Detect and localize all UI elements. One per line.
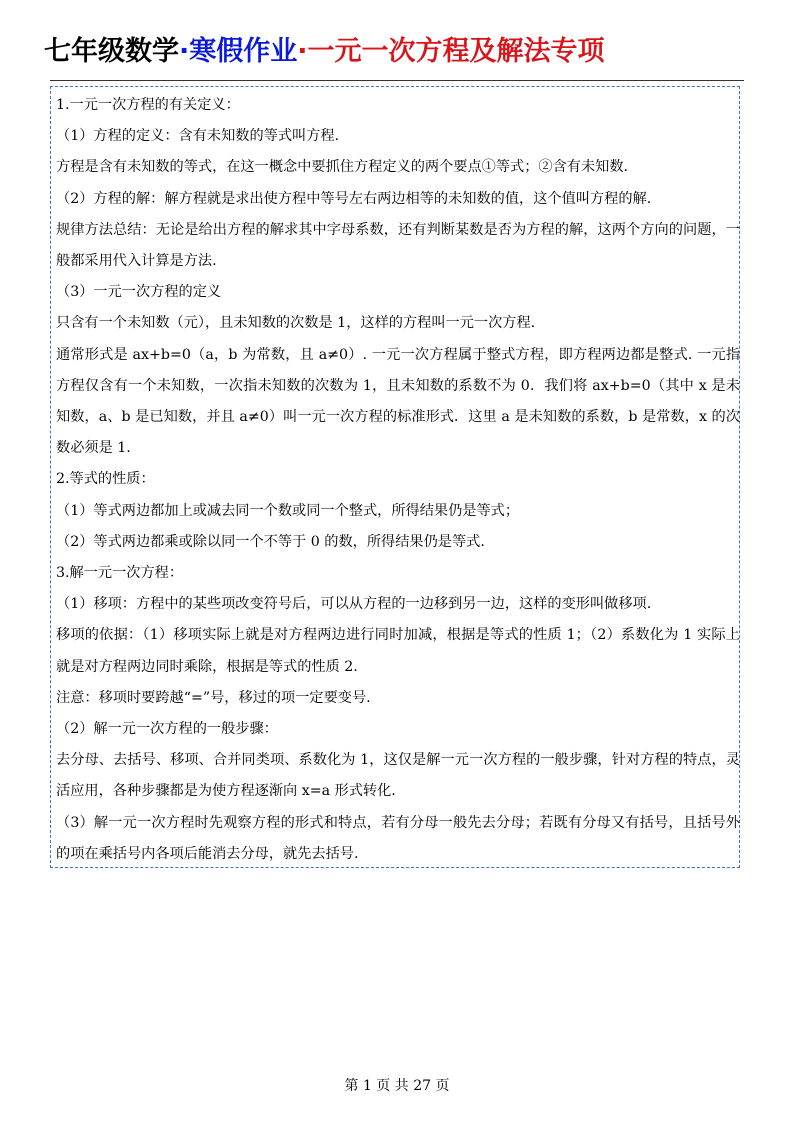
paragraph: （2）解一元一次方程的一般步骤： — [56, 721, 278, 738]
paragraph: 只含有一个未知数（元），且未知数的次数是 1，这样的方程叫一元一次方程. — [56, 315, 536, 332]
title-homework: 寒假作业 — [189, 36, 298, 67]
paragraph: （1）移项：方程中的某些项改变符号后，可以从方程的一边移到另一边，这样的变形叫做移项. — [56, 596, 652, 613]
paragraph: （3）解一元一次方程时先观察方程的形式和特点，若有分母一般先去分母；若既有分母又有括号，且括号外的项在乘括号内各项后能消去分母，就先去括号. — [56, 814, 740, 862]
title-subject: 七年级数学 — [44, 36, 179, 67]
section-heading: 3.解一元一次方程： — [56, 565, 184, 582]
paragraph: （1）等式两边都加上或减去同一个数或同一个整式，所得结果仍是等式； — [56, 502, 520, 519]
paragraph: （3）一元一次方程的定义 — [56, 284, 222, 301]
title-divider — [50, 80, 744, 81]
paragraph: （2）等式两边都乘或除以同一个不等于 0 的数，所得结果仍是等式. — [56, 533, 485, 550]
paragraph: 规律方法总结：无论是给出方程的解求其中字母系数，还有判断某数是否为方程的解，这两个方向的问题，一般都采用代入计算是方法. — [56, 221, 740, 270]
paragraph: 去分母、去括号、移项、合并同类项、系数化为 1，这仅是解一元一次方程的一般步骤，针对方程的特点，灵活应用，各种步骤都是为使方程逐渐向 x=a 形式转化. — [56, 752, 740, 800]
title-separator: · — [179, 36, 190, 67]
paragraph: 方程是含有未知数的等式，在这一概念中要抓住方程定义的两个要点①等式；②含有未知数. — [56, 159, 629, 176]
section-heading: 1.一元一次方程的有关定义： — [56, 97, 240, 113]
page-title — [44, 30, 764, 74]
title-topic: 一元一次方程及解法专项 — [307, 36, 605, 67]
paragraph: （1）方程的定义：含有未知数的等式叫方程. — [56, 128, 340, 145]
paragraph: 通常形式是 ax+b=0（a，b 为常数，且 a≠0）. 一元一次方程属于整式方程，即方程两边都是整式. 一元指方程仅含有一个未知数，一次指未知数的次数为 1，且未知数的系数不为 0．我们将 ax+b=0（其中 x 是未知数，a、b 是已知数，并且 a≠0）叫一元一次方程的标准形式．这里 a 是未知数的系数，b 是常数，x 的次数必须是 1. — [56, 346, 740, 457]
paragraph: （2）方程的解：解方程就是求出使方程中等号左右两边相等的未知数的值，这个值叫方程的解. — [56, 190, 652, 207]
paragraph: 移项的依据：（1）移项实际上就是对方程两边进行同时加减，根据是等式的性质 1；（2）系数化为 1 实际上就是对方程两边同时乘除，根据是等式的性质 2. — [56, 627, 740, 675]
page-footer: 第 1 页 共 27 页 — [344, 1078, 450, 1094]
section-heading: 2.等式的性质： — [56, 471, 155, 488]
title-separator: · — [297, 36, 308, 67]
content-body — [56, 90, 740, 870]
paragraph: 注意：移项时要跨越“=”号，移过的项一定要变号. — [56, 689, 371, 706]
